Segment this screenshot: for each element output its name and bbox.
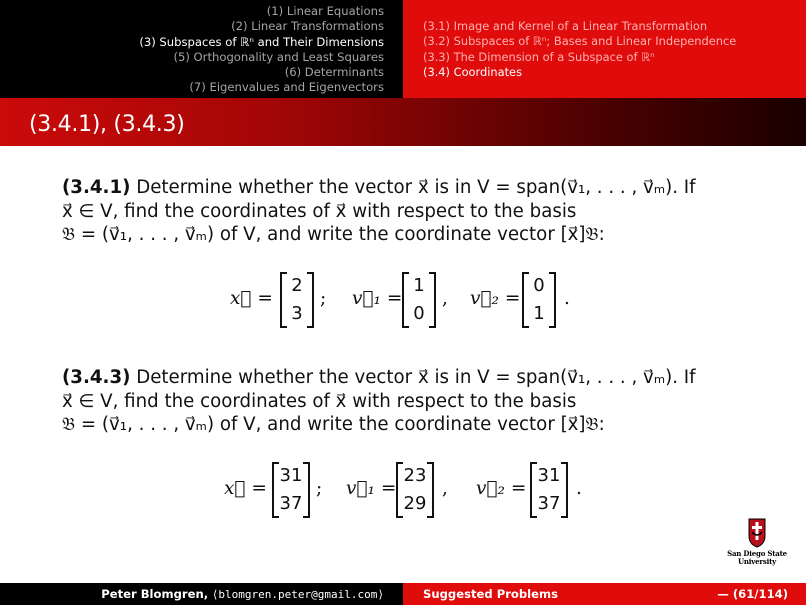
v1-label: v⃗₁ = xyxy=(346,478,397,499)
matrix-entry: 1 xyxy=(413,275,425,296)
v2-matrix xyxy=(530,462,568,518)
v2-label: v⃗₂ = xyxy=(470,288,521,309)
matrix-entry: 3 xyxy=(291,303,303,324)
subsection-link[interactable]: (3.2) Subspaces of ℝⁿ; Bases and Linear Independence xyxy=(423,34,737,49)
header-subsection-panel xyxy=(403,0,806,98)
slide-title-bar xyxy=(0,98,806,146)
matrix-entry: 2 xyxy=(291,275,303,296)
matrix-entry: 37 xyxy=(279,493,303,514)
problem-3-4-1 xyxy=(62,176,762,247)
university-logo xyxy=(726,518,786,568)
footer xyxy=(0,583,806,605)
subsection-link[interactable]: (3.3) The Dimension of a Subspace of ℝⁿ xyxy=(423,49,655,64)
v1-label: v⃗₁ = xyxy=(352,288,403,309)
problem-line: 𝔅 = (v⃗₁, . . . , v⃗ₘ) of V, and write the coordinate vector [x⃗]𝔅: xyxy=(62,414,605,435)
section-link[interactable]: (7) Eigenvalues and Eigenvectors xyxy=(189,80,384,95)
problem-line xyxy=(62,366,762,390)
problem-number: (3.4.3) xyxy=(62,367,131,388)
matrix-entry: 29 xyxy=(403,493,427,514)
problem-3-4-3 xyxy=(62,366,762,437)
matrix-entry: 1 xyxy=(533,303,545,324)
v2-matrix xyxy=(522,272,556,328)
author-email[interactable]: ⟨blomgren.peter@gmail.com⟩ xyxy=(211,588,384,601)
semicolon: ; xyxy=(320,288,327,309)
matrix-entry: 0 xyxy=(413,303,425,324)
logo-text xyxy=(726,550,788,566)
problem-line: x⃗ ∈ V, find the coordinates of x⃗ with respect to the basis xyxy=(62,200,577,222)
author-name: Peter Blomgren, xyxy=(101,587,209,601)
logo-line: San Diego State xyxy=(727,549,787,558)
matrix-entry: 31 xyxy=(279,465,303,486)
matrix-entry: 23 xyxy=(403,465,427,486)
period: . xyxy=(564,288,570,309)
v1-matrix xyxy=(396,462,434,518)
x-label: x⃗ = xyxy=(224,478,267,499)
v1-matrix xyxy=(402,272,436,328)
problem-text: Determine whether the vector x⃗ is in V = span(v⃗₁, . . . , v⃗ₘ). If xyxy=(130,177,696,198)
header xyxy=(0,0,806,98)
matrix-entry: 37 xyxy=(537,493,561,514)
comma: , xyxy=(442,288,448,309)
problem-line: 𝔅 = (v⃗₁, . . . , v⃗ₘ) of V, and write the coordinate vector [x⃗]𝔅: xyxy=(62,224,605,245)
matrix-entry: 0 xyxy=(533,275,545,296)
slide-title: (3.4.1), (3.4.3) xyxy=(29,112,185,137)
problem-line xyxy=(62,176,762,200)
subsection-link[interactable]: (3.1) Image and Kernel of a Linear Transformation xyxy=(423,19,708,33)
problem-number: (3.4.1) xyxy=(62,177,131,198)
x-label: x⃗ = xyxy=(230,288,273,309)
section-navigation xyxy=(139,4,384,96)
footer-section-link[interactable]: Suggested Problems xyxy=(423,587,559,601)
period: . xyxy=(576,478,582,499)
subsection-navigation xyxy=(423,19,736,81)
logo-line: University xyxy=(738,557,776,566)
footer-right xyxy=(403,583,806,605)
section-link-current[interactable]: (3) Subspaces of ℝⁿ and Their Dimensions xyxy=(139,34,384,49)
comma: , xyxy=(442,478,448,499)
x-matrix xyxy=(280,272,314,328)
semicolon: ; xyxy=(316,478,323,499)
v2-label: v⃗₂ = xyxy=(476,478,527,499)
vector-equation xyxy=(0,460,806,524)
section-link[interactable]: (6) Determinants xyxy=(284,65,384,80)
section-link[interactable]: (2) Linear Transformations xyxy=(231,19,384,34)
shield-icon xyxy=(748,518,766,548)
page-counter: — (61/114) xyxy=(717,587,788,601)
problem-line: x⃗ ∈ V, find the coordinates of x⃗ with respect to the basis xyxy=(62,390,577,412)
header-section-panel xyxy=(0,0,403,98)
footer-left xyxy=(0,583,403,605)
section-link[interactable]: (5) Orthogonality and Least Squares xyxy=(173,49,384,64)
x-matrix xyxy=(272,462,310,518)
matrix-entry: 31 xyxy=(537,465,561,486)
section-link[interactable]: (1) Linear Equations xyxy=(266,4,384,18)
vector-equation xyxy=(0,270,806,334)
problem-text: Determine whether the vector x⃗ is in V = span(v⃗₁, . . . , v⃗ₘ). If xyxy=(130,367,696,388)
footer-author xyxy=(101,587,384,601)
subsection-link-current[interactable]: (3.4) Coordinates xyxy=(423,65,523,80)
